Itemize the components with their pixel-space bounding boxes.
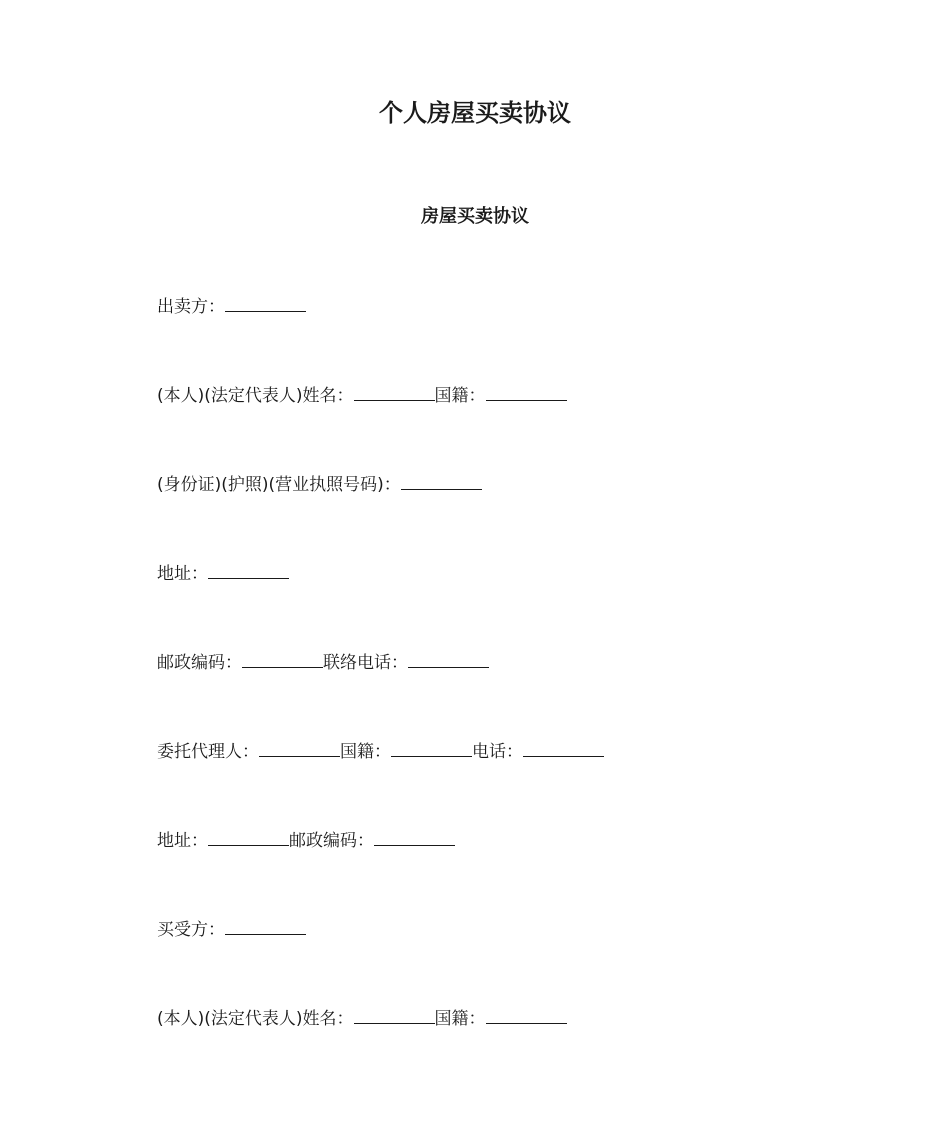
seller-nationality-blank (486, 384, 567, 401)
seller-id-blank (401, 473, 482, 490)
seller-id-label: (身份证)(护照)(营业执照号码)： (157, 475, 401, 495)
buyer-nationality-blank (486, 1007, 567, 1024)
seller-phone-blank (408, 651, 489, 668)
buyer-line (157, 918, 306, 942)
buyer-name-blank (354, 1007, 435, 1024)
agent-postcode-blank (374, 829, 455, 846)
seller-nationality-label: 国籍： (434, 386, 486, 406)
agent-address-blank (208, 829, 289, 846)
agent-address-line (157, 829, 455, 853)
document-title: 个人房屋买卖协议 (379, 99, 571, 127)
seller-address-line (157, 562, 289, 586)
seller-address-label: 地址： (157, 564, 208, 584)
agent-phone-blank (523, 740, 604, 757)
seller-name-line (157, 384, 567, 408)
buyer-label: 买受方： (157, 920, 225, 940)
buyer-blank (225, 918, 306, 935)
seller-label: 出卖方： (157, 297, 225, 317)
agent-label: 委托代理人： (157, 742, 259, 762)
seller-name-blank (354, 384, 435, 401)
agent-address-label: 地址： (157, 831, 208, 851)
agent-blank (259, 740, 340, 757)
agent-phone-label: 电话： (472, 742, 523, 762)
seller-name-label: (本人)(法定代表人)姓名： (157, 386, 354, 406)
seller-address-blank (208, 562, 289, 579)
buyer-name-label: (本人)(法定代表人)姓名： (157, 1009, 354, 1029)
seller-id-line (157, 473, 482, 497)
seller-postcode-label: 邮政编码： (157, 653, 242, 673)
agent-nationality-label: 国籍： (340, 742, 391, 762)
agent-nationality-blank (391, 740, 472, 757)
seller-phone-label: 联络电话： (323, 653, 408, 673)
buyer-nationality-label: 国籍： (434, 1009, 486, 1029)
buyer-name-line (157, 1007, 567, 1031)
seller-blank (225, 295, 306, 312)
seller-postcode-blank (242, 651, 323, 668)
agent-line (157, 740, 604, 764)
document-subtitle: 房屋买卖协议 (421, 206, 529, 227)
seller-postcode-line (157, 651, 489, 675)
seller-line (157, 295, 306, 319)
agent-postcode-label: 邮政编码： (289, 831, 374, 851)
